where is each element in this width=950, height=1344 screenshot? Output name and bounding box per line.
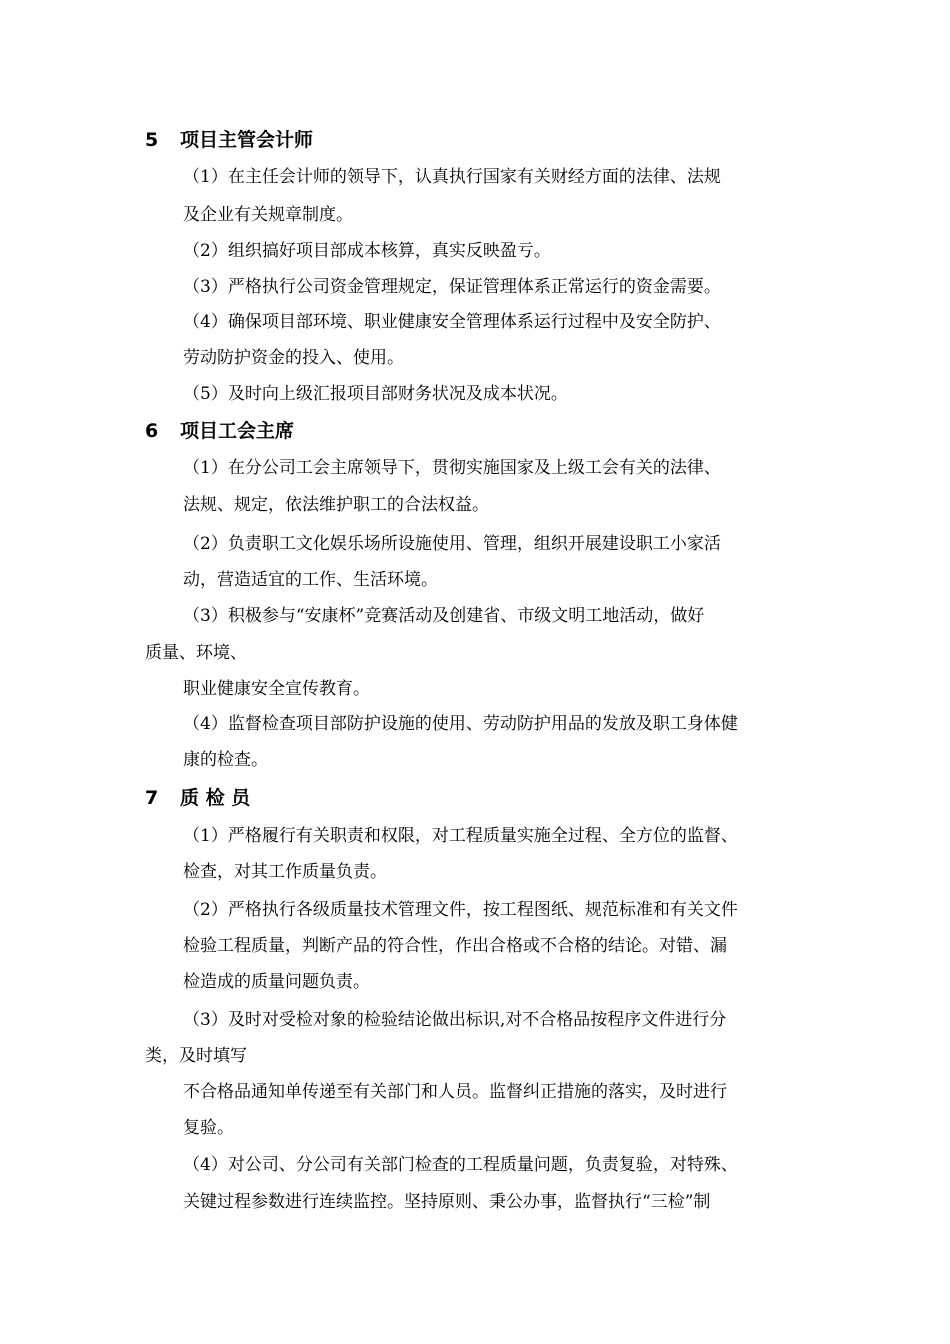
section-heading (145, 127, 313, 153)
paragraph-line: （4）确保项目部环境、职业健康安全管理体系运行过程中及安全防护、 (183, 312, 721, 332)
paragraph-line: 关键过程参数进行连续监控。坚持原则、秉公办事，监督执行“三检”制 (183, 1192, 711, 1212)
paragraph-line: 康的检查。 (183, 750, 268, 770)
paragraph-line: （4）对公司、分公司有关部门检查的工程质量问题，负责复验，对特殊、 (183, 1155, 738, 1175)
paragraph-line: （1）在分公司工会主席领导下，贯彻实施国家及上级工会有关的法律、 (183, 458, 721, 478)
paragraph-line: （3）积极参与“安康杯”竞赛活动及创建省、市级文明工地活动，做好 (183, 606, 705, 626)
paragraph-line: 动，营造适宜的工作、生活环境。 (183, 570, 438, 590)
paragraph-line: （1）严格履行有关职责和权限，对工程质量实施全过程、全方位的监督、 (183, 826, 738, 846)
paragraph-line: （3）及时对受检对象的检验结论做出标识,对不合格品按程序文件进行分 (183, 1010, 727, 1030)
section-heading (145, 785, 250, 811)
section-title: 项目工会主席 (180, 420, 295, 442)
paragraph-line: 检验工程质量，判断产品的符合性，作出合格或不合格的结论。对错、漏 (183, 936, 727, 956)
paragraph-line: 类，及时填写 (145, 1046, 247, 1066)
section-title: 质 检 员 (180, 787, 251, 809)
paragraph-line: （4）监督检查项目部防护设施的使用、劳动防护用品的发放及职工身体健 (183, 714, 738, 734)
paragraph-line: （2）负责职工文化娱乐场所设施使用、管理，组织开展建设职工小家活 (183, 534, 721, 554)
paragraph-line: 复验。 (183, 1118, 234, 1138)
paragraph-line: 法规、规定，依法维护职工的合法权益。 (183, 495, 489, 515)
paragraph-line: （3）严格执行公司资金管理规定，保证管理体系正常运行的资金需要。 (183, 277, 721, 297)
section-number: 6 (145, 420, 159, 442)
paragraph-line: （5）及时向上级汇报项目部财务状况及成本状况。 (183, 384, 568, 404)
paragraph-line: （2）组织搞好项目部成本核算，真实反映盈亏。 (183, 241, 551, 261)
paragraph-line: 检造成的质量问题负责。 (183, 972, 370, 992)
section-heading (145, 418, 294, 444)
paragraph-line: （1）在主任会计师的领导下，认真执行国家有关财经方面的法律、法规 (183, 167, 721, 187)
section-title: 项目主管会计师 (180, 129, 314, 151)
paragraph-line: 劳动防护资金的投入、使用。 (183, 348, 404, 368)
paragraph-line: （2）严格执行各级质量技术管理文件，按工程图纸、规范标准和有关文件 (183, 900, 738, 920)
paragraph-line: 不合格品通知单传递至有关部门和人员。监督纠正措施的落实，及时进行 (183, 1082, 727, 1102)
paragraph-line: 质量、环境、 (145, 643, 247, 663)
section-number: 7 (145, 787, 159, 809)
section-number: 5 (145, 129, 159, 151)
paragraph-line: 职业健康安全宣传教育。 (183, 679, 370, 699)
paragraph-line: 及企业有关规章制度。 (183, 205, 353, 225)
paragraph-line: 检查，对其工作质量负责。 (183, 862, 387, 882)
